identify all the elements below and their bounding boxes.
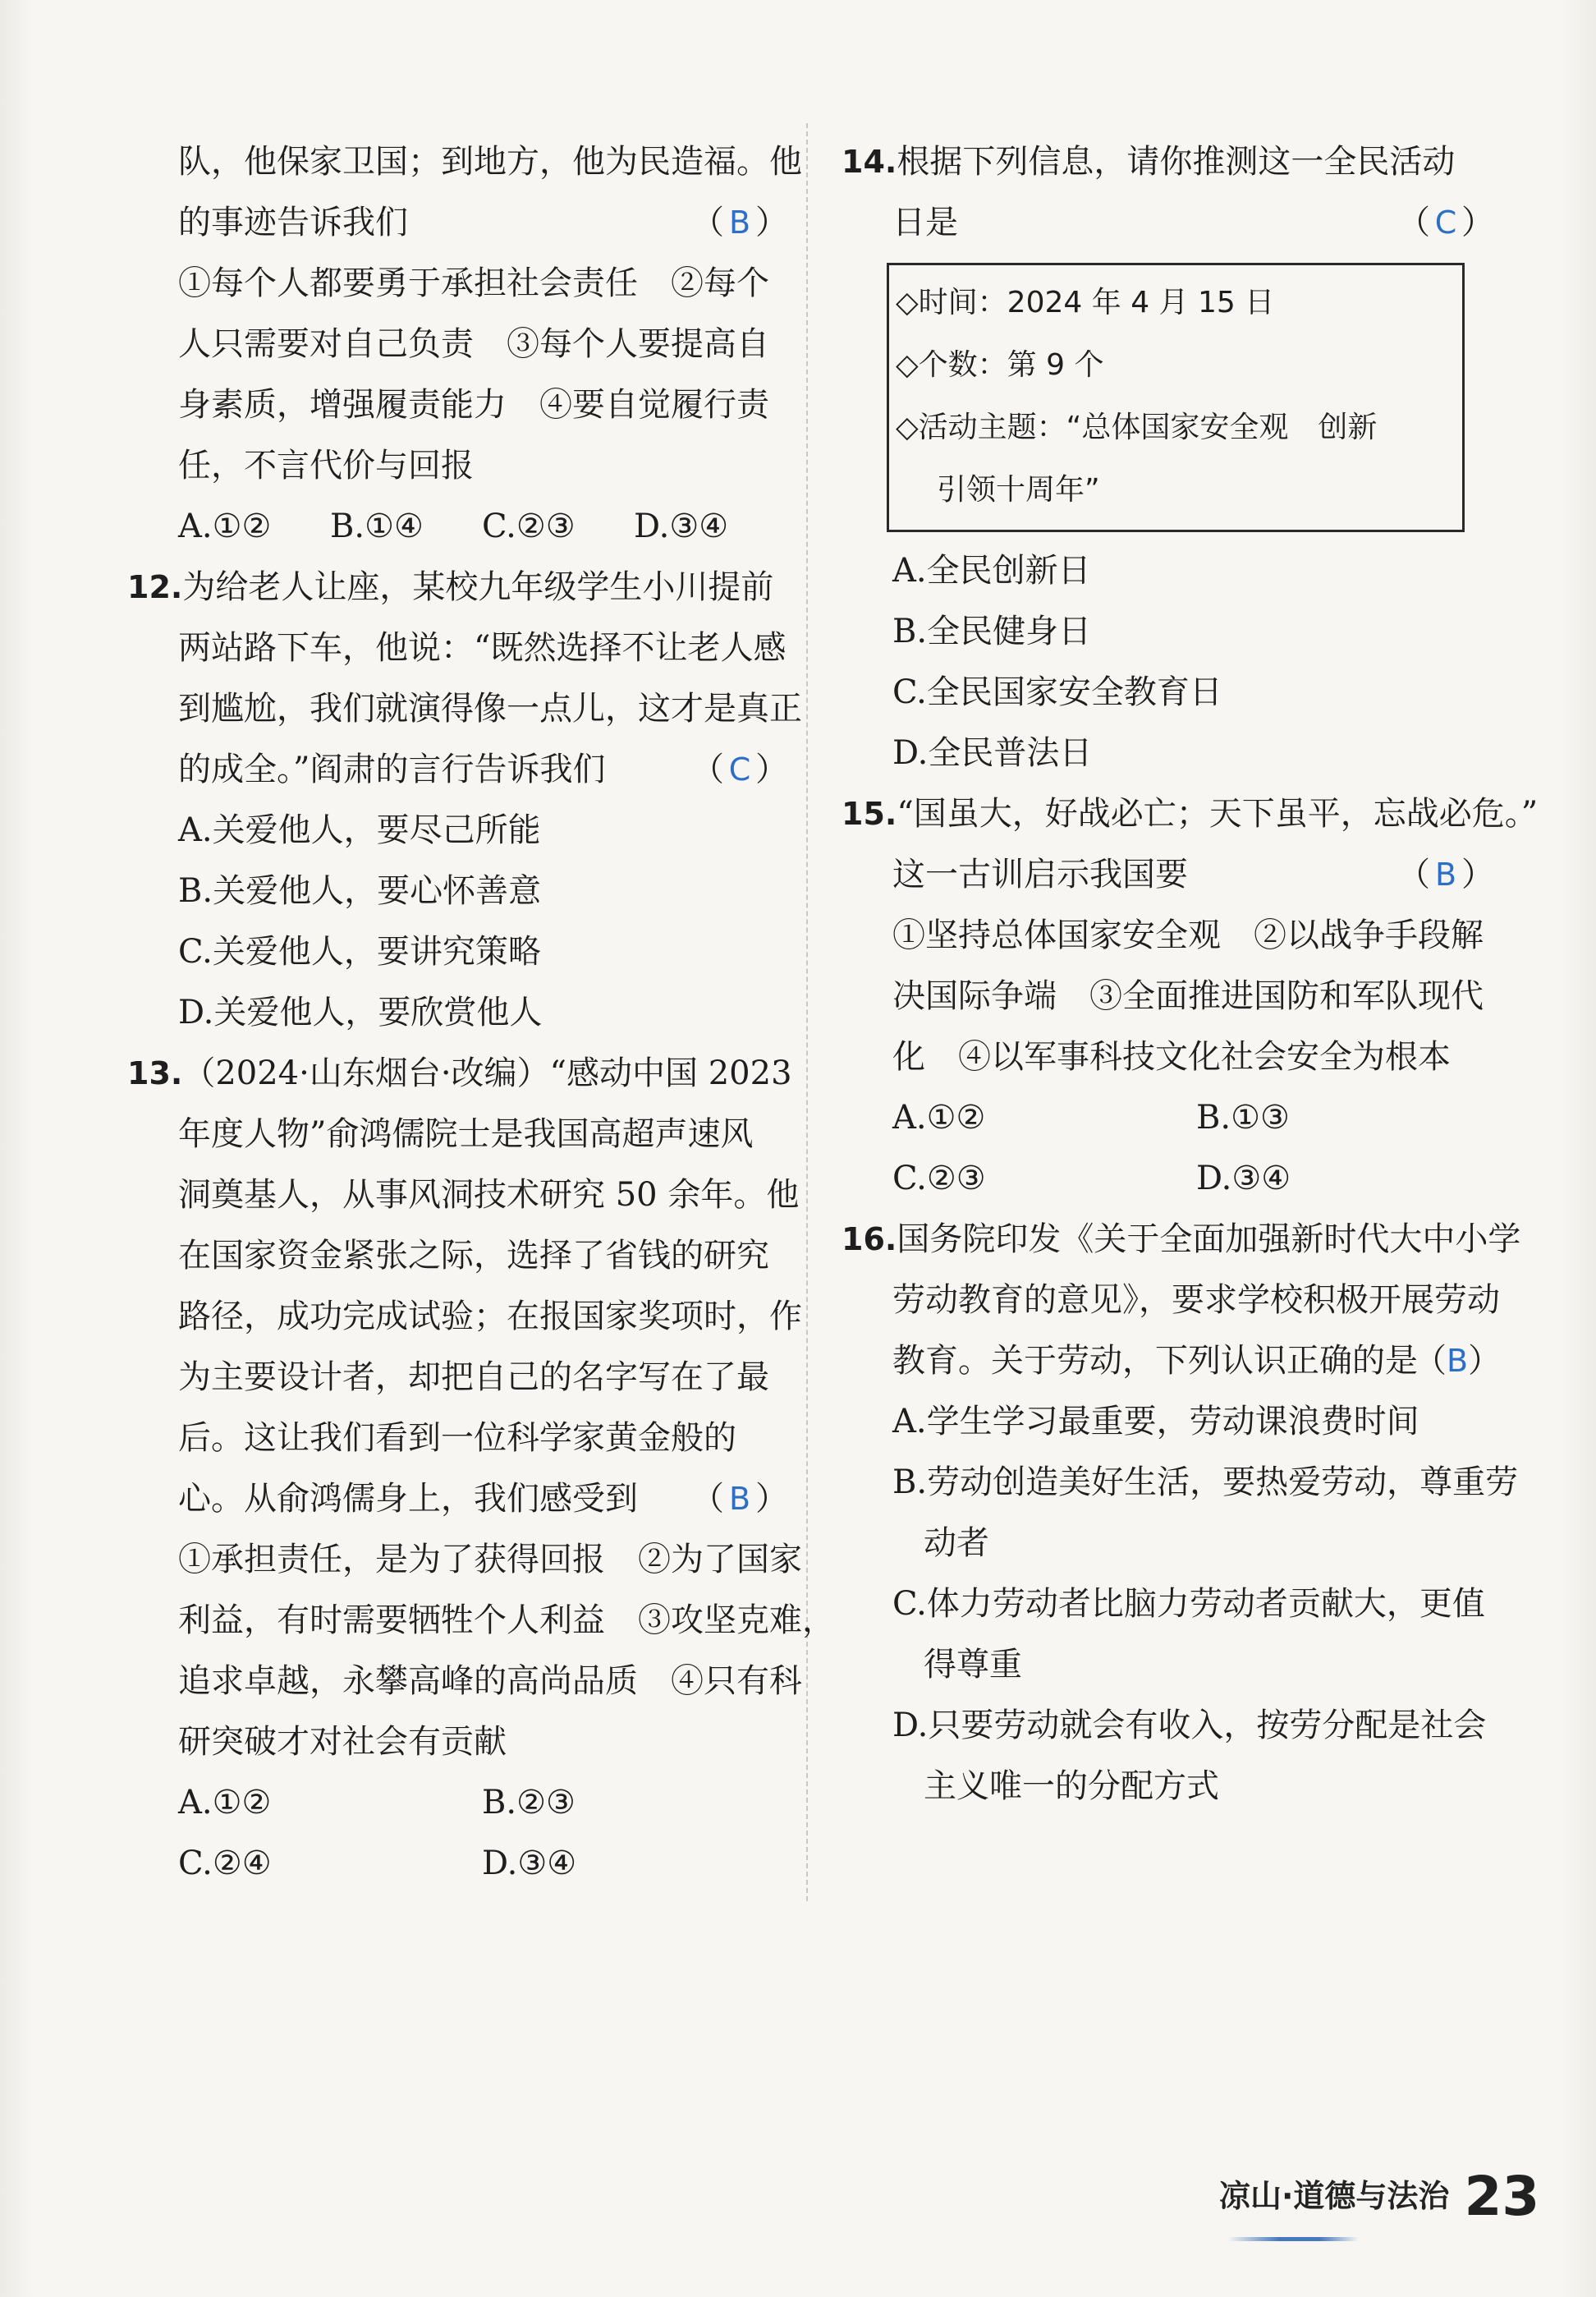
options-row <box>842 1087 1494 1148</box>
option-a: A.①② <box>178 1784 272 1822</box>
option-a: A.学生学习最重要，劳动课浪费时间 <box>892 1403 1419 1440</box>
option-d: D.③④ <box>634 508 729 545</box>
bracket-close: ） <box>1461 204 1494 241</box>
option-d: D.全民普法日 <box>892 734 1093 772</box>
statement-line: 追求卓越，永攀高峰的高尚品质 ④只有科 <box>178 1662 802 1700</box>
question-text: （2024·山东烟台·改编）“感动中国 2023 <box>182 1054 792 1092</box>
option-c: C.②③ <box>892 1160 986 1197</box>
question-text-line: 两站路下车，他说：“既然选择不让老人感 <box>178 629 787 667</box>
option-b: B.②③ <box>482 1784 576 1822</box>
option-d: D.关爱他人，要欣赏他人 <box>178 994 543 1031</box>
question-14 <box>842 131 1494 783</box>
option-c: C.体力劳动者比脑力劳动者贡献大，更值 <box>892 1585 1485 1623</box>
question-stem-end <box>127 739 788 800</box>
page-number: 23 <box>1464 2165 1540 2228</box>
question-first-line <box>842 131 1494 192</box>
option-c: C.②③ <box>482 508 576 545</box>
right-column <box>842 131 1539 1817</box>
option-a: A.①② <box>892 1099 986 1137</box>
question-text-line: 队，他保家卫国；到地方，他为民造福。他 <box>178 143 802 181</box>
options-row <box>127 1833 788 1894</box>
options-row <box>842 1148 1494 1209</box>
answer-bracket <box>691 1468 788 1529</box>
question-text-line: 后。这让我们看到一位科学家黄金般的 <box>178 1419 736 1457</box>
info-theme-cont: 引领十周年” <box>937 473 1100 507</box>
stem-text: 这一古训启示我国要 <box>892 856 1188 894</box>
info-time: ◇时间：2024 年 4 月 15 日 <box>896 286 1275 319</box>
statement-line: 研突破才对社会有贡献 <box>178 1723 507 1761</box>
bracket-open: （ <box>1414 1342 1447 1380</box>
option-d: D.只要劳动就会有收入，按劳分配是社会 <box>892 1707 1487 1744</box>
footer-label: 凉山·道德与法治 <box>1219 2178 1450 2214</box>
page-footer <box>1219 2165 1540 2228</box>
answer-bracket <box>691 739 788 800</box>
option-a: A.①② <box>178 508 272 545</box>
bracket-close: ） <box>1468 1342 1502 1380</box>
answer-mark: B <box>1434 857 1457 893</box>
question-text-line: 年度人物”俞鸿儒院士是我国高超声速风 <box>178 1115 754 1153</box>
answer-mark: C <box>728 751 751 788</box>
statement-line: 决国际争端 ③全面推进国防和军队现代 <box>892 977 1484 1015</box>
stem-text: 的事迹告诉我们 <box>178 204 408 241</box>
stem-text: 心。从俞鸿儒身上，我们感受到 <box>178 1480 638 1518</box>
answer-bracket <box>691 192 788 253</box>
statement-line: ①坚持总体国家安全观 ②以战争手段解 <box>892 917 1484 954</box>
question-first-line <box>127 1043 792 1104</box>
bracket-open: （ <box>691 204 724 241</box>
question-stem-end <box>127 1468 788 1529</box>
answer-bracket <box>1397 192 1494 253</box>
statement-line: 人只需要对自己负责 ③每个人要提高自 <box>178 325 769 363</box>
stem-text: 的成全。”阎肃的言行告诉我们 <box>178 751 606 788</box>
option-a: A.全民创新日 <box>892 552 1091 590</box>
options-row <box>127 1772 788 1833</box>
option-a: A.关爱他人，要尽己所能 <box>178 811 541 849</box>
statement-line: ①承担责任，是为了获得回报 ②为了国家 <box>178 1541 802 1578</box>
question-text-line: 路径，成功完成试验；在报国家奖项时，作 <box>178 1298 802 1335</box>
bracket-open: （ <box>1397 204 1430 241</box>
question-text-line: 在国家资金紧张之际，选择了省钱的研究 <box>178 1237 769 1275</box>
info-count: ◇个数：第 9 个 <box>896 348 1104 382</box>
question-text-line: 劳动教育的意见》，要求学校积极开展劳动 <box>892 1281 1500 1319</box>
option-c: C.关爱他人，要讲究策略 <box>178 933 541 971</box>
question-stem-end <box>842 192 1494 253</box>
bracket-close: ） <box>1461 856 1494 894</box>
option-b-cont: 动者 <box>924 1524 989 1562</box>
question-number: 15. <box>842 796 897 832</box>
question-number: 12. <box>127 569 183 605</box>
statement-line: 化 ④以军事科技文化社会安全为根本 <box>892 1038 1451 1076</box>
question-text-line: 洞奠基人，从事风洞技术研究 50 余年。他 <box>178 1176 800 1214</box>
question-stem-end <box>842 844 1494 905</box>
bracket-open: （ <box>1397 856 1430 894</box>
option-c-cont: 得尊重 <box>924 1646 1022 1684</box>
answer-mark: B <box>1447 1343 1469 1379</box>
option-b: B.关爱他人，要心怀善意 <box>178 872 542 910</box>
statement-line: 身素质，增强履责能力 ④要自觉履行责 <box>178 386 769 424</box>
bracket-open: （ <box>691 751 724 788</box>
stem-text: 教育。关于劳动，下列认识正确的是 <box>892 1342 1418 1380</box>
option-d-cont: 主义唯一的分配方式 <box>924 1767 1219 1805</box>
bracket-close: ） <box>754 1480 788 1518</box>
answer-mark: B <box>728 204 751 241</box>
left-column <box>127 131 835 1894</box>
answer-mark: B <box>728 1481 751 1517</box>
question-text-line: 到尴尬，我们就演得像一点儿，这才是真正 <box>178 690 802 728</box>
question-stem-end <box>842 1330 1502 1391</box>
question-number: 14. <box>842 144 897 180</box>
option-b: B.全民健身日 <box>892 613 1092 650</box>
statement-line: 任，不言代价与回报 <box>178 447 474 485</box>
statement-line: 利益，有时需要牺牲个人利益 ③攻坚克难， <box>178 1601 835 1639</box>
option-b: B.①④ <box>330 508 424 545</box>
footer-rule <box>1227 2237 1359 2241</box>
question-first-line <box>842 783 1539 844</box>
option-d: D.③④ <box>1196 1160 1291 1197</box>
question-16 <box>842 1209 1521 1817</box>
option-b: B.劳动创造美好生活，要热爱劳动，尊重劳 <box>892 1463 1519 1501</box>
bracket-close: ） <box>754 751 788 788</box>
option-d: D.③④ <box>482 1844 577 1882</box>
question-text: 国务院印发《关于全面加强新时代大中小学 <box>897 1220 1521 1258</box>
bracket-close: ） <box>754 204 788 241</box>
question-first-line <box>127 557 788 618</box>
statement-line: ①每个人都要勇于承担社会责任 ②每个 <box>178 264 769 302</box>
question-number: 16. <box>842 1221 897 1257</box>
option-c: C.②④ <box>178 1844 272 1882</box>
question-11-continued <box>127 131 802 557</box>
question-text: 根据下列信息，请你推测这一全民活动 <box>897 143 1456 181</box>
bracket-open: （ <box>691 1480 724 1518</box>
option-c: C.全民国家安全教育日 <box>892 673 1222 711</box>
question-first-line <box>842 1209 1521 1270</box>
question-number: 13. <box>127 1055 183 1091</box>
question-text: 为给老人让座，某校九年级学生小川提前 <box>182 568 774 606</box>
question-stem-end <box>127 192 788 253</box>
question-13 <box>127 1043 835 1894</box>
answer-bracket <box>1414 1330 1502 1391</box>
stem-text: 日是 <box>892 204 958 241</box>
info-theme: ◇活动主题：“总体国家安全观 创新 <box>896 411 1378 444</box>
options-row <box>127 496 788 557</box>
question-15 <box>842 783 1539 1209</box>
answer-bracket <box>1397 844 1494 905</box>
answer-mark: C <box>1434 204 1457 241</box>
question-text: “国虽大，好战必亡；天下虽平，忘战必危。” <box>897 795 1539 833</box>
option-b: B.①③ <box>1196 1099 1290 1137</box>
question-12 <box>127 557 802 1043</box>
question-text-line: 为主要设计者，却把自己的名字写在了最 <box>178 1358 769 1396</box>
info-box <box>887 263 1465 532</box>
